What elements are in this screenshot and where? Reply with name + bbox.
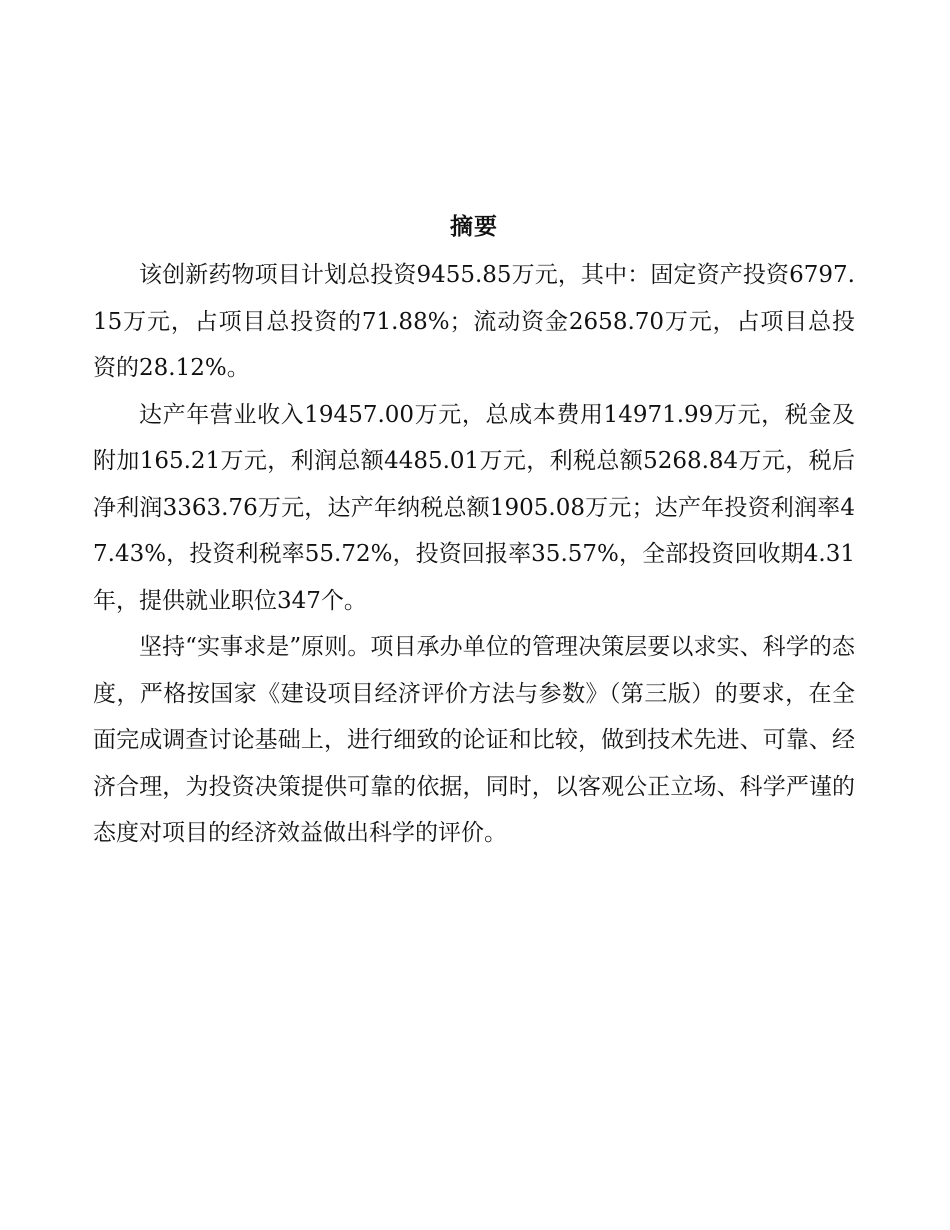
document-title: 摘要 [450,213,498,240]
paragraph-investment: 该创新药物项目计划总投资9455.85万元，其中：固定资产投资6797.15万元，占项目总投资的71.88%；流动资金2658.70万元，占项目总投资的28.12%。 [93,262,855,381]
paragraph-revenue: 达产年营业收入19457.00万元，总成本费用14971.99万元，税金及附加165.21万元，利润总额4485.01万元，利税总额5268.84万元，税后净利润3363.76万元，达产年纳税总额1905.08万元；达产年投资利润率47.43%，投资利税率55.72%，投资回报率35.57%，全部投资回收期4.31年，提供就业职位347个。 [93,401,855,614]
paragraph-principle: 坚持“实事求是”原则。项目承办单位的管理决策层要以求实、科学的态度，严格按国家《建设项目经济评价方法与参数》（第三版）的要求，在全面完成调查讨论基础上，进行细致的论证和比较，做到技术先进、可靠、经济合理，为投资决策提供可靠的依据，同时，以客观公正立场、科学严谨的态度对项目的经济效益做出科学的评价。 [93,634,855,846]
